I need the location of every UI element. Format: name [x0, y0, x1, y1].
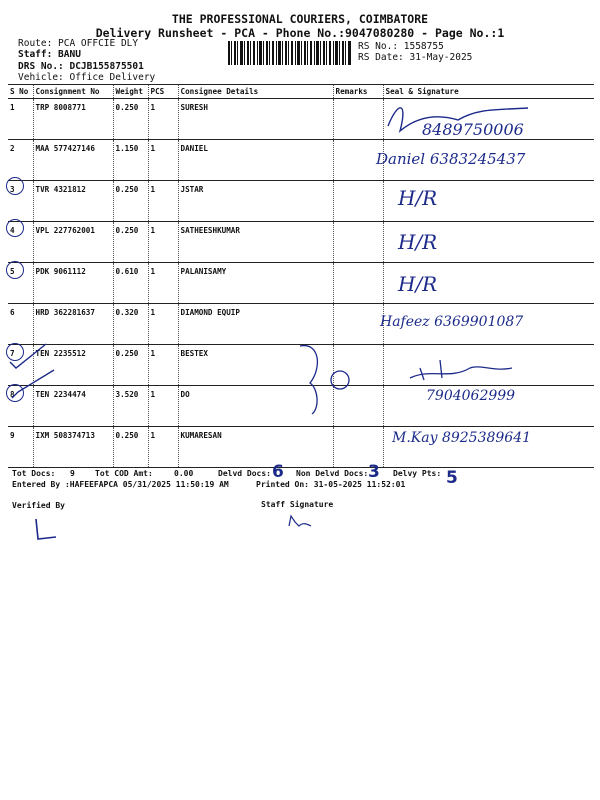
ink-circle-mark	[6, 261, 24, 279]
ink-circle-mark	[6, 219, 24, 237]
cell-pcs: 1	[148, 181, 178, 222]
signature-row-1: 8489750006	[422, 120, 524, 139]
cell-consignee: DANIEL	[178, 140, 333, 181]
cell-consignment: HRD 362281637	[33, 304, 113, 345]
cell-remarks	[333, 99, 383, 140]
signature-row-9: M.Kay 8925389641	[392, 430, 532, 446]
col-pcs: PCS	[148, 85, 178, 99]
cell-remarks	[333, 222, 383, 263]
signature-row-5: H/R	[398, 272, 438, 296]
cell-pcs: 1	[148, 222, 178, 263]
cell-weight: 0.250	[113, 345, 148, 386]
cell-consignee: SURESH	[178, 99, 333, 140]
col-consignee: Consignee Details	[178, 85, 333, 99]
delvd-docs-label: Delvd Docs:	[218, 469, 271, 478]
barcode-image	[228, 41, 352, 65]
cell-sno: 7	[8, 345, 33, 386]
cell-consignee: DO	[178, 386, 333, 427]
cell-consignment: MAA 577427146	[33, 140, 113, 181]
route: Route: PCA OFFCIE DLY	[18, 38, 139, 49]
col-signature: Seal & Signature	[383, 85, 594, 99]
cell-consignee: SATHEESHKUMAR	[178, 222, 333, 263]
cell-consignment: TVR 4321812	[33, 181, 113, 222]
rs-date: RS Date: 31-May-2025	[358, 52, 473, 63]
cell-pcs: 1	[148, 304, 178, 345]
cell-weight: 0.320	[113, 304, 148, 345]
cell-consignment: PDK 9061112	[33, 263, 113, 304]
staff-signature	[285, 514, 315, 530]
staff: Staff: BANU	[18, 49, 81, 60]
cod-label: Tot COD Amt:	[95, 469, 153, 478]
cell-consignee: PALANISAMY	[178, 263, 333, 304]
tot-docs-label: Tot Docs:	[12, 469, 56, 478]
cell-weight: 0.250	[113, 427, 148, 468]
cell-sno: 3	[8, 181, 33, 222]
cell-consignment: IXM 508374713	[33, 427, 113, 468]
cell-consignment: TEN 2235512	[33, 345, 113, 386]
cell-sno: 6	[8, 304, 33, 345]
col-weight: Weight	[113, 85, 148, 99]
delvy-pts-value: 5	[446, 468, 458, 488]
table-row	[8, 181, 594, 222]
verified-signature	[30, 515, 60, 545]
cell-consignee: BESTEX	[178, 345, 333, 386]
cell-sno: 4	[8, 222, 33, 263]
cell-pcs: 1	[148, 427, 178, 468]
signature-scrawl-bestex	[290, 338, 520, 418]
cell-sno: 2	[8, 140, 33, 181]
signature-row-6: Hafeez 6369901087	[380, 314, 524, 330]
cell-consignee: JSTAR	[178, 181, 333, 222]
runsheet-title: Delivery Runsheet - PCA - Phone No.:9047080280 - Page No.:1	[95, 26, 505, 40]
cell-weight: 3.520	[113, 386, 148, 427]
cell-pcs: 1	[148, 345, 178, 386]
col-consignment: Consignment No	[33, 85, 113, 99]
signature-row-4: H/R	[398, 230, 438, 254]
cell-weight: 1.150	[113, 140, 148, 181]
cell-sno: 9	[8, 427, 33, 468]
cell-sno: 5	[8, 263, 33, 304]
cell-weight: 0.250	[113, 222, 148, 263]
rs-number: RS No.: 1558755	[358, 41, 444, 52]
drs-number: DRS No.: DCJB155875501	[18, 61, 144, 72]
cell-pcs: 1	[148, 140, 178, 181]
col-sno: S No	[8, 85, 33, 99]
cell-pcs: 1	[148, 99, 178, 140]
cod-value: 0.00	[174, 469, 194, 478]
non-delvd-label: Non Delvd Docs:	[296, 469, 369, 478]
signature-row-2: Daniel 6383245437	[376, 150, 526, 168]
cell-sno: 8	[8, 386, 33, 427]
cell-weight: 0.250	[113, 99, 148, 140]
delvy-pts-label: Delvy Pts:	[393, 469, 442, 478]
delvd-docs-value: 6	[272, 462, 284, 482]
cell-sno: 1	[8, 99, 33, 140]
entered-by: Entered By :HAFEEFAPCA 05/31/2025 11:50:19 AM	[12, 480, 229, 489]
table-row	[8, 263, 594, 304]
vehicle: Vehicle: Office Delivery	[18, 72, 156, 83]
cell-consignment: TRP 8008771	[33, 99, 113, 140]
tot-docs-value: 9	[70, 469, 75, 478]
cell-consignment: TEN 2234474	[33, 386, 113, 427]
non-delvd-value: 3	[368, 462, 380, 482]
ink-tick-mark	[6, 340, 66, 400]
signature-row-8: 7904062999	[426, 388, 516, 404]
cell-pcs: 1	[148, 386, 178, 427]
cell-weight: 0.250	[113, 181, 148, 222]
printed-on: Printed On: 31-05-2025 11:52:01	[256, 480, 406, 489]
cell-remarks	[333, 181, 383, 222]
cell-consignee: DIAMOND EQUIP	[178, 304, 333, 345]
cell-pcs: 1	[148, 263, 178, 304]
signature-row-3: H/R	[398, 186, 438, 210]
ink-circle-mark	[6, 177, 24, 195]
cell-consignee: KUMARESAN	[178, 427, 333, 468]
col-remarks: Remarks	[333, 85, 383, 99]
cell-remarks	[333, 263, 383, 304]
verified-by-label: Verified By	[12, 501, 65, 510]
company-name: THE PROFESSIONAL COURIERS, COIMBATORE	[171, 12, 429, 26]
cell-weight: 0.610	[113, 263, 148, 304]
cell-consignment: VPL 227762001	[33, 222, 113, 263]
table-row	[8, 222, 594, 263]
staff-signature-label: Staff Signature	[261, 500, 334, 509]
